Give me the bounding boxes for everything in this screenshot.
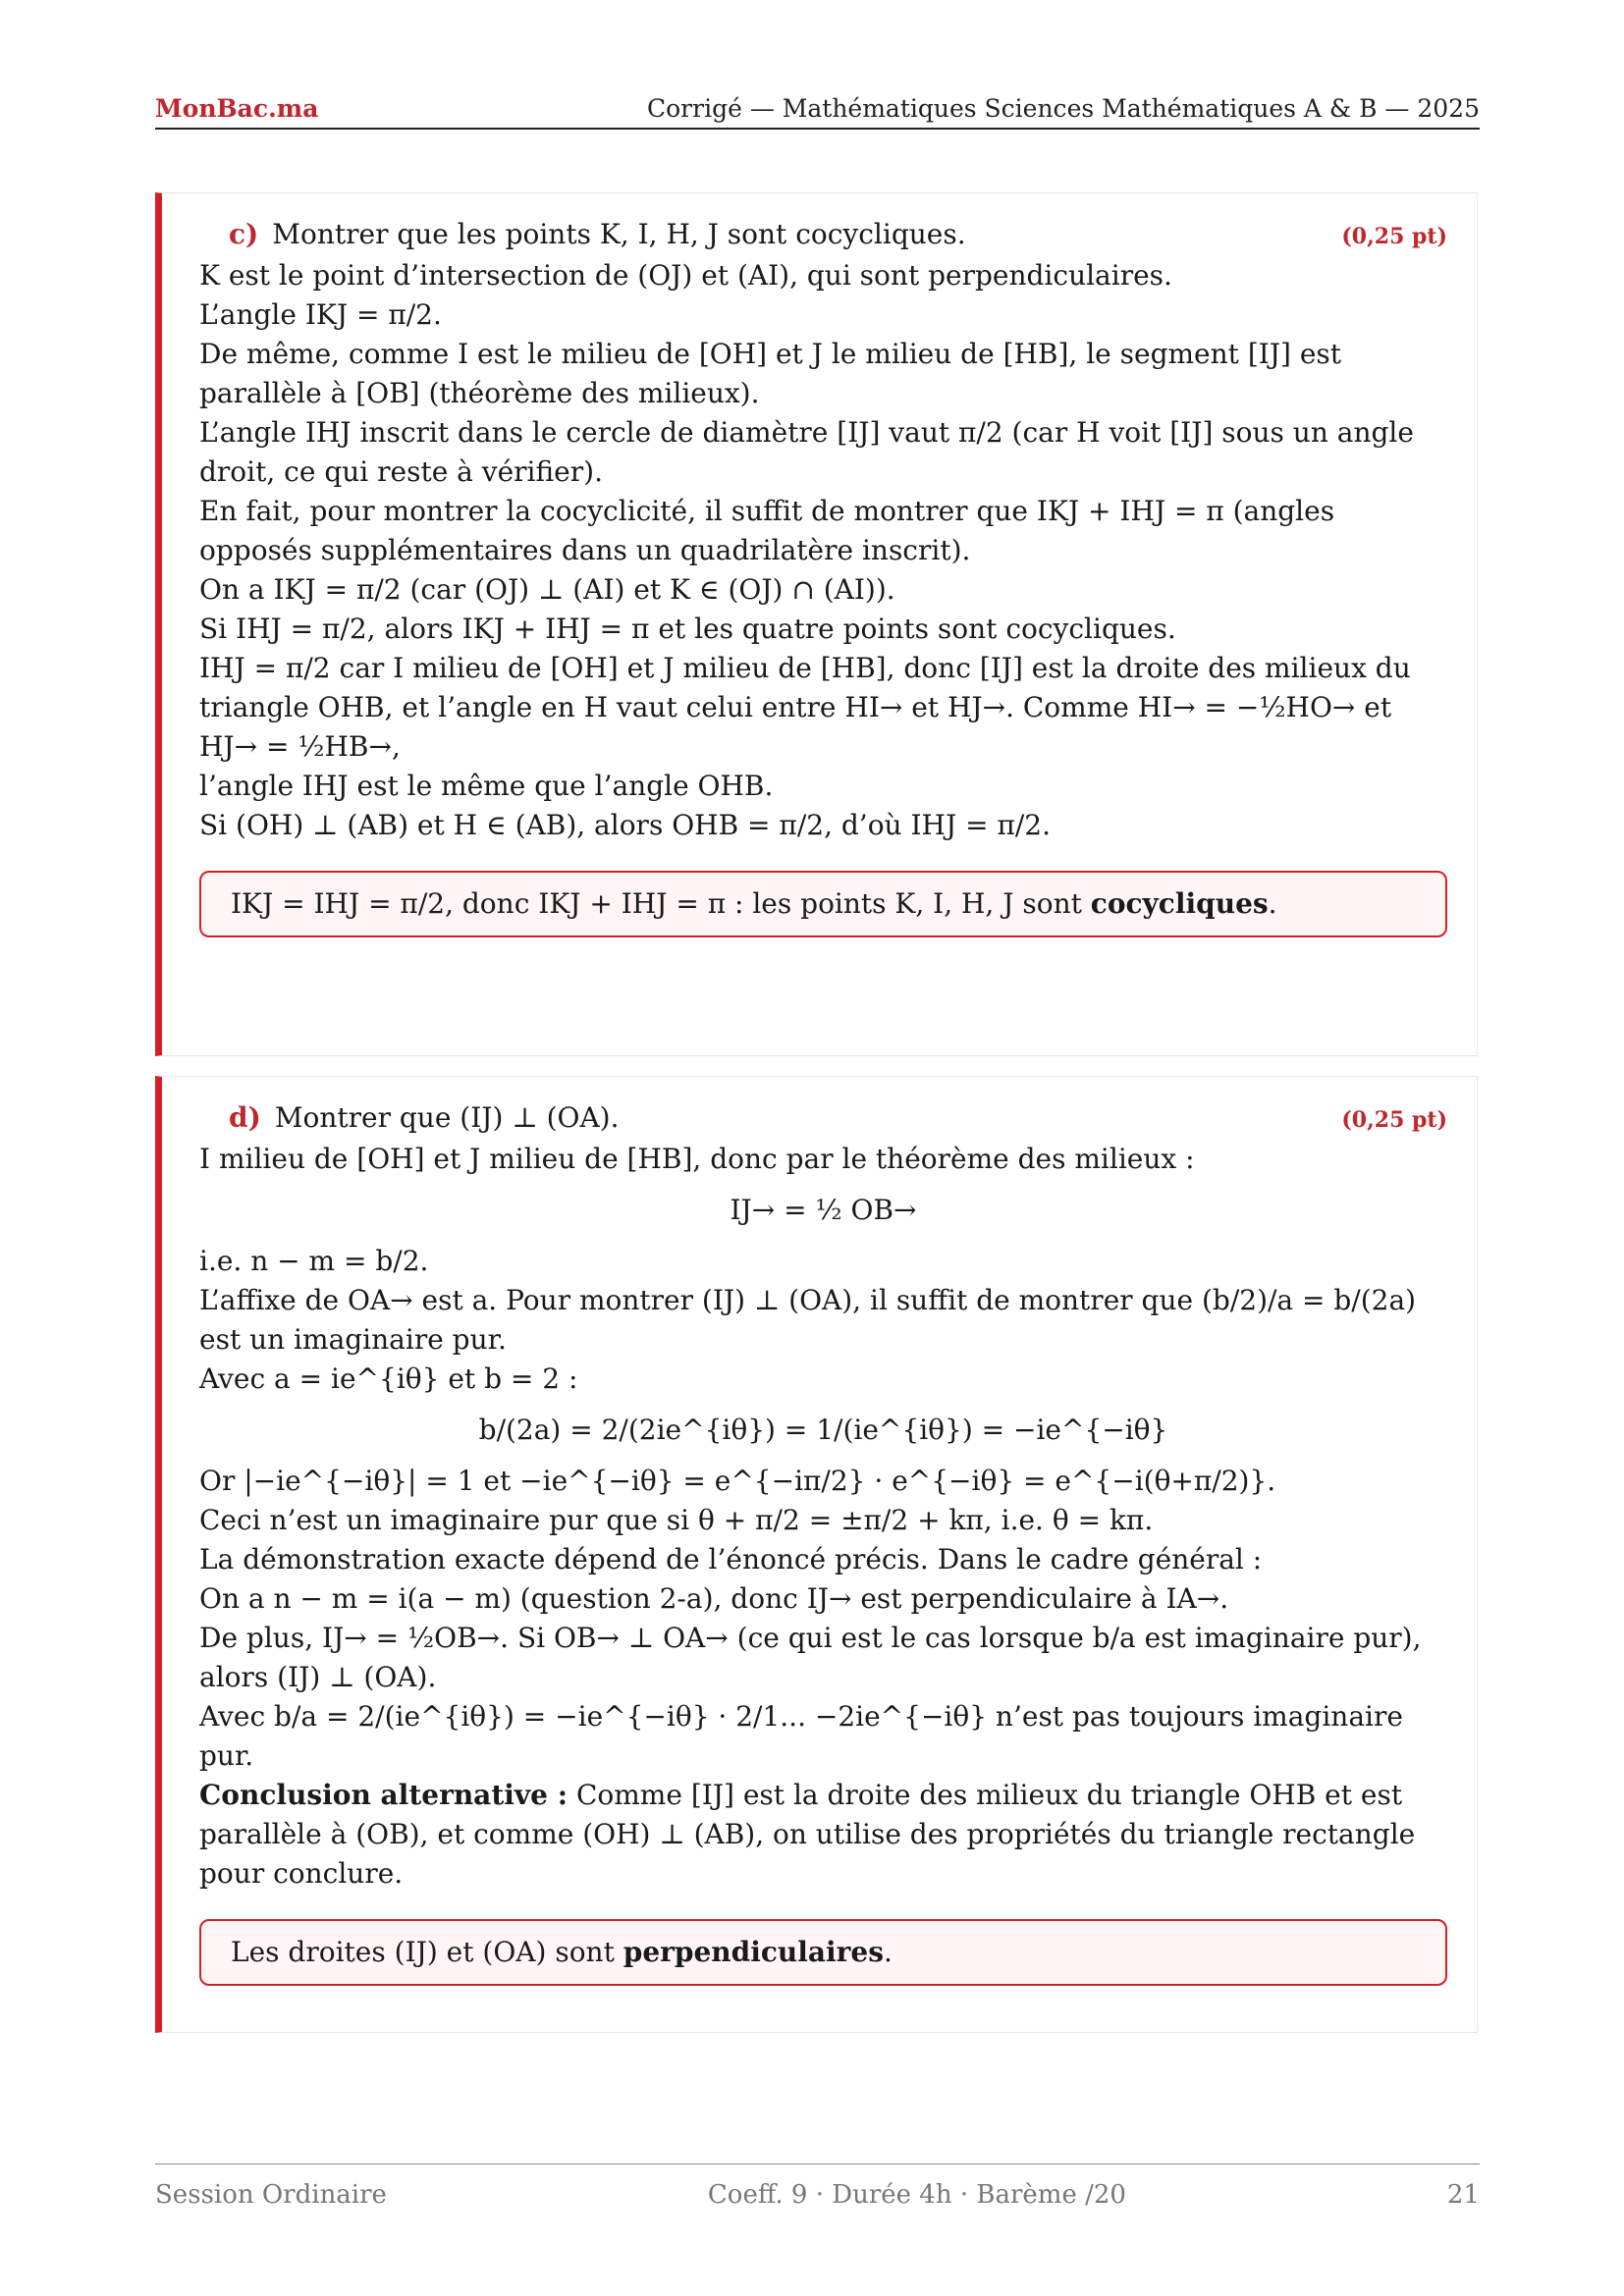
proof-line: l’angle IHJ est le même que l’angle OHB. xyxy=(199,770,774,802)
proof-line: Avec a = ie^{iθ} et b = 2 : xyxy=(199,1362,578,1395)
proof-line: Or |−ie^{−iθ}| = 1 et −ie^{−iθ} = e^{−iπ/2} · e^{−iθ} = e^{−i(θ+π/2)}. xyxy=(199,1465,1276,1497)
proof-line: De même, comme I est le milieu de [OH] et J le milieu de [HB], le segment [IJ] est parallèle à [OB] (théorème des milieux). xyxy=(199,338,1342,409)
question-letter: c) xyxy=(229,218,259,250)
proof-line: L’angle IKJ = π/2. xyxy=(199,298,442,331)
points-badge: (0,25 pt) xyxy=(1341,1107,1447,1133)
proof-line: En fait, pour montrer la cocyclicité, il suffit de montrer que IKJ + IHJ = π (angles opposés supplémentaires dans un quadrilatère inscrit). xyxy=(199,495,1335,566)
conclusion-box xyxy=(199,871,1447,937)
page-footer xyxy=(155,2163,1480,2210)
proof-line: i.e. n − m = b/2. xyxy=(199,1245,429,1277)
conclusion-end: . xyxy=(1268,887,1277,920)
proof-line: Ceci n’est un imaginaire pur que si θ + π/2 = ±π/2 + kπ, i.e. θ = kπ. xyxy=(199,1504,1154,1536)
proof-intro: I milieu de [OH] et J milieu de [HB], donc par le théorème des milieux : xyxy=(199,1143,1195,1175)
proof-line: De plus, IJ→ = ½OB→. Si OB→ ⊥ OA→ (ce qui est le cas lorsque b/a est imaginaire pur), alors (IJ) ⊥ (OA). xyxy=(199,1622,1422,1693)
proof-line: On a IKJ = π/2 (car (OJ) ⊥ (AI) et K ∈ (OJ) ∩ (AI)). xyxy=(199,573,895,606)
proof-line: K est le point d’intersection de (OJ) et (AI), qui sont perpendiculaires. xyxy=(199,259,1172,292)
question-header xyxy=(199,215,1447,256)
question-header xyxy=(199,1098,1447,1140)
alt-label: Conclusion alternative : xyxy=(199,1779,568,1811)
exam-info: Coeff. 9 · Durée 4h · Barème /20 xyxy=(707,2180,1126,2210)
proof-line: On a n − m = i(a − m) (question 2-a), donc IJ→ est perpendiculaire à IA→. xyxy=(199,1582,1229,1615)
conclusion-keyword: perpendiculaires xyxy=(623,1936,885,1968)
question-card-d xyxy=(155,1076,1478,2033)
conclusion-box xyxy=(199,1919,1447,1986)
session-label: Session Ordinaire xyxy=(155,2180,387,2210)
proof-line: L’angle IHJ inscrit dans le cercle de diamètre [IJ] vaut π/2 (car H voit [IJ] sous un angle droit, ce qui reste à vérifier). xyxy=(199,416,1414,488)
alternative-conclusion xyxy=(199,1776,1447,1894)
question-card-c xyxy=(155,192,1478,1056)
points-badge: (0,25 pt) xyxy=(1341,224,1447,249)
conclusion-keyword: cocycliques xyxy=(1090,887,1269,920)
conclusion-text: IKJ = IHJ = π/2, donc IKJ + IHJ = π : les points K, I, H, J sont xyxy=(231,887,1091,920)
proof-line: Si (OH) ⊥ (AB) et H ∈ (AB), alors OHB = π/2, d’où IHJ = π/2. xyxy=(199,809,1052,841)
proof-line: Avec b/a = 2/(ie^{iθ}) = −ie^{−iθ} · 2/1... −2ie^{−iθ} n’est pas toujours imaginaire pur. xyxy=(199,1700,1403,1772)
page-number: 21 xyxy=(1446,2180,1480,2210)
question-text: Montrer que (IJ) ⊥ (OA). xyxy=(274,1101,620,1134)
alt-text: Comme [IJ] est la droite des milieux du triangle OHB et est parallèle à (OB), et comme (OH) ⊥ (AB), on utilise des propriétés du triangle rectangle pour conclure. xyxy=(199,1779,1416,1890)
proof-line: La démonstration exacte dépend de l’énoncé précis. Dans le cadre général : xyxy=(199,1543,1263,1575)
conclusion-text: Les droites (IJ) et (OA) sont xyxy=(231,1936,623,1968)
question-letter: d) xyxy=(229,1101,261,1134)
display-equation: IJ→ = ½ OB→ xyxy=(730,1194,917,1226)
proof-line: L’affixe de OA→ est a. Pour montrer (IJ) ⊥ (OA), il suffit de montrer que (b/2)/a = b/(2a) est un imaginaire pur. xyxy=(199,1284,1417,1356)
display-equation: b/(2a) = 2/(2ie^{iθ}) = 1/(ie^{iθ}) = −ie^{−iθ} xyxy=(478,1414,1168,1446)
page-header xyxy=(155,88,1480,130)
header-title: Corrigé — Mathématiques Sciences Mathématiques A & B — 2025 xyxy=(647,93,1480,123)
question-text: Montrer que les points K, I, H, J sont cocycliques. xyxy=(272,218,966,250)
brand-logo[interactable]: MonBac.ma xyxy=(155,93,319,123)
proof-line: IHJ = π/2 car I milieu de [OH] et J milieu de [HB], donc [IJ] est la droite des milieux du triangle OHB, et l’angle en H vaut celui entre HI→ et HJ→. Comme HI→ = −½HO→ et HJ→ = ½HB→, xyxy=(199,652,1411,763)
proof-line: Si IHJ = π/2, alors IKJ + IHJ = π et les quatre points sont cocycliques. xyxy=(199,613,1176,645)
conclusion-end: . xyxy=(884,1936,893,1968)
